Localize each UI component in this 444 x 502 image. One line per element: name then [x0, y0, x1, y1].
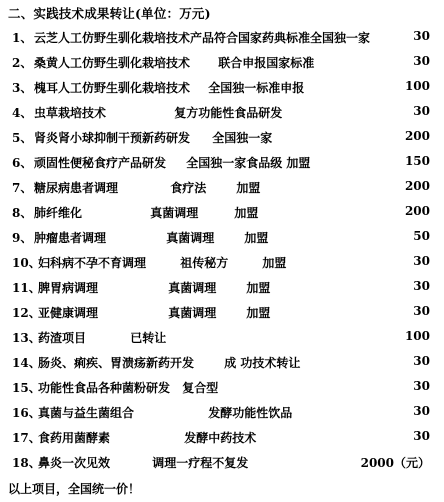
item-text: 发酵功能性饮品: [208, 406, 293, 420]
item-text: 全国独一家: [212, 131, 273, 145]
item-price: 2000（元）: [360, 456, 430, 470]
list-item: [12, 329, 432, 347]
item-price: 100: [404, 79, 430, 93]
item-text: 顽固性便秘食疗产品研发: [34, 156, 167, 170]
item-price: 30: [413, 354, 430, 368]
item-description: [38, 329, 166, 346]
item-description: [34, 204, 258, 221]
item-number: 5、: [12, 131, 33, 145]
list-item: [12, 154, 432, 172]
item-number: 10、: [12, 256, 41, 270]
list-item: [12, 354, 432, 372]
item-number: 3、: [12, 81, 33, 95]
item-text: 加盟: [234, 206, 259, 220]
item-text: 成 功技术转让: [224, 356, 301, 370]
item-price: 200: [404, 179, 430, 193]
item-text: 肠炎、痢疾、胃溃疡新药开发: [38, 356, 195, 370]
item-text: 真菌调理: [168, 306, 217, 320]
item-text: 联合申报国家标准: [218, 56, 315, 70]
list-item: [12, 129, 432, 147]
item-price: 30: [413, 104, 430, 118]
item-text: 真菌调理: [150, 206, 199, 220]
item-number: 7、: [12, 181, 33, 195]
item-description: [34, 154, 310, 171]
item-number: 1、: [12, 31, 33, 45]
item-text: 脾胃病调理: [38, 281, 99, 295]
item-number: 16、: [12, 406, 41, 420]
list-item: [12, 404, 432, 422]
item-text: 药渣项目: [38, 331, 87, 345]
item-number: 11、: [12, 281, 41, 295]
footer-note: 以上项目，全国统一价！: [8, 482, 141, 496]
item-text: 槐耳人工仿野生驯化栽培技术: [34, 81, 191, 95]
item-text: 肾炎肾小球抑制干预新药研发: [34, 131, 191, 145]
item-text: 桑黄人工仿野生驯化栽培技术: [34, 56, 191, 70]
item-price: 30: [413, 304, 430, 318]
item-text: 加盟: [262, 256, 287, 270]
item-text: 食疗法: [170, 181, 207, 195]
list-item: [12, 104, 432, 122]
list-item: [12, 304, 432, 322]
item-price: 30: [413, 54, 430, 68]
item-description: [38, 304, 270, 321]
list-item: [12, 254, 432, 272]
item-price: 30: [413, 279, 430, 293]
item-description: [34, 104, 282, 121]
item-number: 12、: [12, 306, 41, 320]
item-number: 18、: [12, 456, 41, 470]
item-description: [38, 279, 270, 296]
item-text: 发酵中药技术: [184, 431, 257, 445]
item-text: 云芝人工仿野生驯化栽培技术产品符合国家药典标准全国独一家: [34, 31, 371, 45]
item-text: 全国独一标准申报: [208, 81, 305, 95]
item-description: [38, 429, 256, 446]
item-price: 200: [404, 204, 430, 218]
item-price: 30: [413, 404, 430, 418]
item-price: 100: [404, 329, 430, 343]
item-text: 糖尿病患者调理: [34, 181, 119, 195]
item-description: [34, 54, 314, 71]
item-text: 功能性食品各种菌粉研发: [38, 381, 171, 395]
item-text: 亚健康调理: [38, 306, 99, 320]
item-price: 200: [404, 129, 430, 143]
item-number: 8、: [12, 206, 33, 220]
item-number: 17、: [12, 431, 41, 445]
item-price: 30: [413, 29, 430, 43]
item-text: 真菌与益生菌组合: [38, 406, 135, 420]
item-price: 30: [413, 254, 430, 268]
item-number: 15、: [12, 381, 41, 395]
item-description: [34, 229, 268, 246]
item-text: 鼻炎一次见效: [38, 456, 111, 470]
item-text: 加盟: [236, 181, 261, 195]
item-number: 9、: [12, 231, 33, 245]
item-description: [38, 254, 286, 271]
item-text: 食药用菌酵素: [38, 431, 111, 445]
item-text: 祖传秘方: [180, 256, 229, 270]
list-item: [12, 379, 432, 397]
item-number: 13、: [12, 331, 41, 345]
item-description: [38, 404, 292, 421]
item-price: 150: [404, 154, 430, 168]
item-text: 复方功能性食品研发: [174, 106, 283, 120]
item-text: 真菌调理: [168, 281, 217, 295]
item-price: 30: [413, 379, 430, 393]
list-item: [12, 179, 432, 197]
item-price: 30: [413, 429, 430, 443]
item-description: [34, 179, 260, 196]
list-item: [12, 29, 432, 47]
item-description: [38, 379, 218, 396]
list-item: [12, 204, 432, 222]
item-text: 真菌调理: [166, 231, 215, 245]
list-item: [12, 454, 432, 472]
list-item: [12, 229, 432, 247]
list-item: [12, 79, 432, 97]
item-text: 已转让: [130, 331, 167, 345]
item-price: 50: [413, 229, 430, 243]
item-description: [38, 454, 248, 471]
item-number: 14、: [12, 356, 41, 370]
list-item: [12, 279, 432, 297]
item-description: [38, 354, 300, 371]
item-text: 肺纤维化: [34, 206, 83, 220]
item-text: 加盟: [246, 306, 271, 320]
item-number: 6、: [12, 156, 33, 170]
section-heading: 二、实践技术成果转让(单位：万元): [8, 6, 211, 21]
item-text: 调理一疗程不复发: [152, 456, 249, 470]
item-description: [34, 29, 370, 46]
item-text: 加盟: [246, 281, 271, 295]
item-number: 4、: [12, 106, 33, 120]
list-item: [12, 429, 432, 447]
item-description: [34, 79, 304, 96]
item-text: 全国独一家食品级 加盟: [186, 156, 311, 170]
item-text: 肿瘤患者调理: [34, 231, 107, 245]
list-item: [12, 54, 432, 72]
item-number: 2、: [12, 56, 33, 70]
item-description: [34, 129, 272, 146]
item-text: 复合型: [182, 381, 219, 395]
item-text: 虫草栽培技术: [34, 106, 107, 120]
item-text: 妇科病不孕不育调理: [38, 256, 147, 270]
item-text: 加盟: [244, 231, 269, 245]
